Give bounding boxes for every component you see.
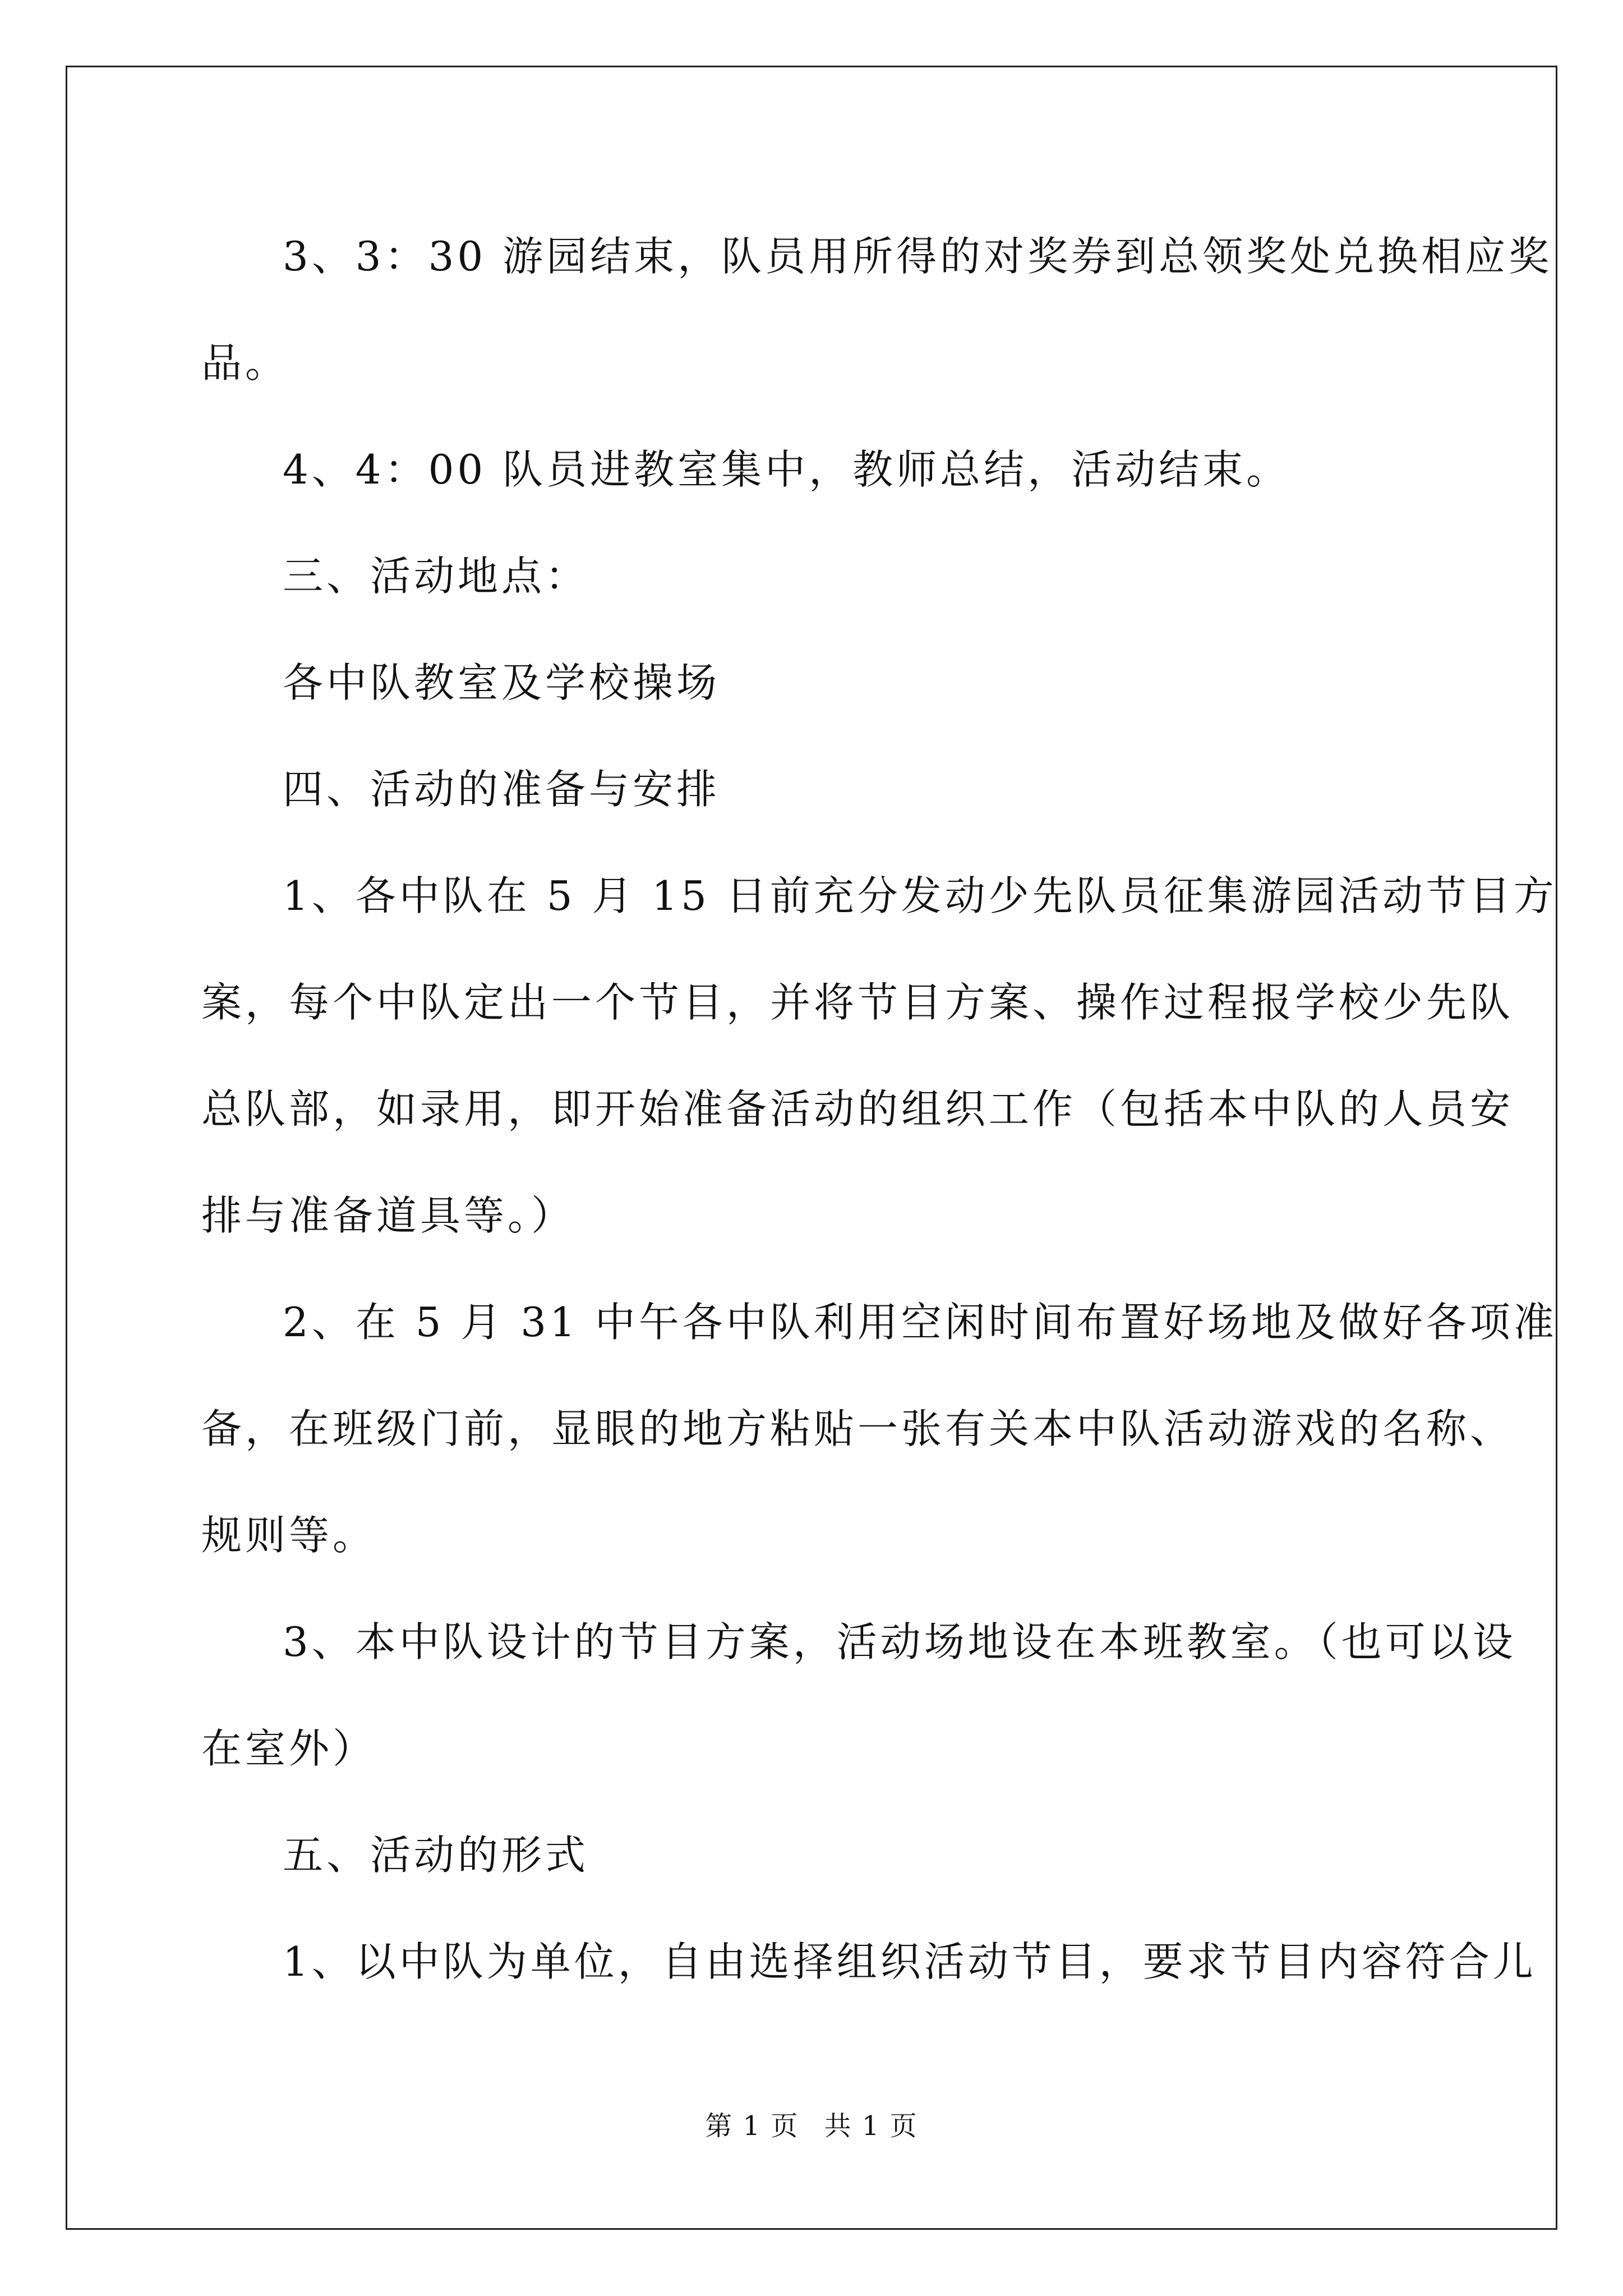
- paragraph-line: 在室外）: [201, 1725, 377, 1772]
- paragraph-line: 4、4：00 队员进教室集中，教师总结，活动结束。: [283, 446, 1290, 493]
- section-heading-preparation: [201, 736, 1430, 843]
- paragraph-1: [201, 203, 1553, 416]
- paragraph-2: [201, 416, 1430, 523]
- paragraph-prep-2: [201, 1269, 1557, 1589]
- paragraph-line: 备，在班级门前，显眼的地方粘贴一张有关本中队活动游戏的名称、: [201, 1405, 1514, 1452]
- paragraph-line: 规则等。: [201, 1512, 377, 1559]
- paragraph-line: 2、在 5 月 31 中午各中队利用空闲时间布置好场地及做好各项准: [283, 1299, 1557, 1346]
- paragraph-line: 排与准备道具等。）: [201, 1192, 575, 1239]
- paragraph-line: 案，每个中队定出一个节目，并将节目方案、操作过程报学校少先队: [201, 979, 1514, 1026]
- paragraph-line: 各中队教室及学校操场: [283, 659, 721, 706]
- page-footer: [0, 2109, 1623, 2143]
- page-total: 共 1 页: [824, 2110, 918, 2142]
- section-heading-location: [201, 523, 1430, 629]
- paragraph-line: 四、活动的准备与安排: [283, 766, 721, 813]
- paragraph-line: 五、活动的形式: [283, 1832, 589, 1879]
- page-number: 第 1 页: [705, 2110, 799, 2142]
- paragraph-prep-1: [201, 843, 1557, 1269]
- paragraph-line: 1、各中队在 5 月 15 日前充分发动少先队员征集游园活动节目方: [283, 872, 1557, 919]
- paragraph-format-1: [201, 1908, 1537, 2015]
- paragraph-line: 三、活动地点：: [283, 553, 589, 600]
- paragraph-prep-3: [201, 1589, 1516, 1802]
- paragraph-line: 总队部，如录用，即开始准备活动的组织工作（包括本中队的人员安: [201, 1085, 1514, 1133]
- paragraph-line: 3、3：30 游园结束，队员用所得的对奖券到总领奖处兑换相应奖: [283, 233, 1553, 280]
- section-heading-format: [201, 1802, 1430, 1908]
- paragraph-location: [201, 629, 1430, 736]
- paragraph-line: 1、以中队为单位，自由选择组织活动节目，要求节目内容符合儿: [283, 1938, 1537, 1985]
- paragraph-line: 3、本中队设计的节目方案，活动场地设在本班教室。（也可以设: [283, 1618, 1516, 1665]
- paragraph-line: 品。: [201, 339, 289, 386]
